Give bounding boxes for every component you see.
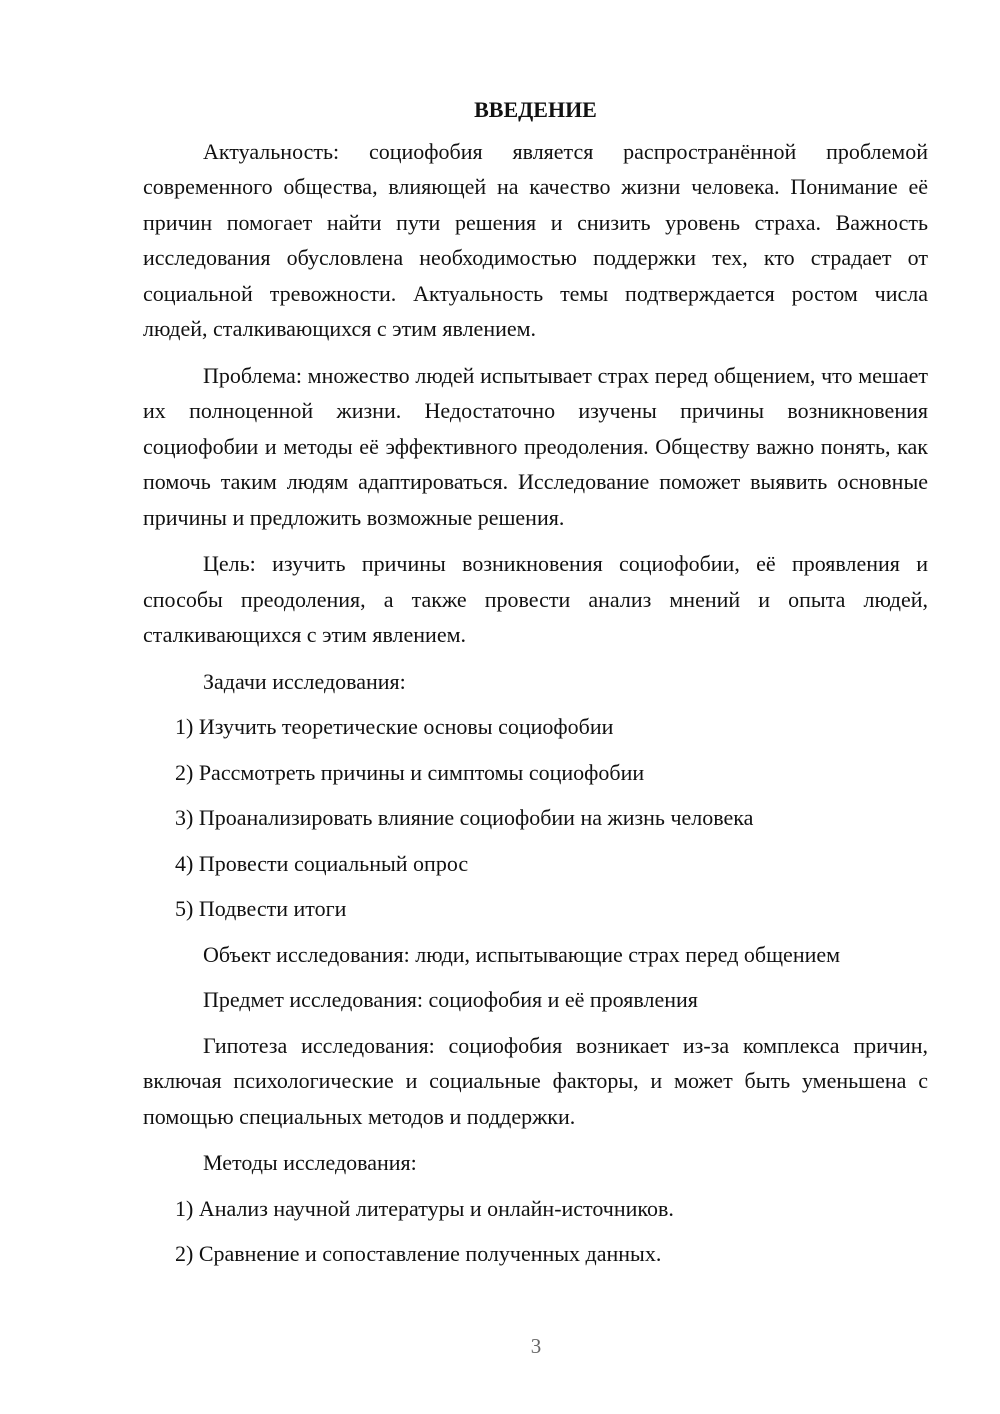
list-item: 2) Сравнение и сопоставление полученных данных. <box>175 1241 662 1266</box>
list-item: 1) Анализ научной литературы и онлайн-источников. <box>175 1195 674 1221</box>
object-line: Объект исследования: люди, испытывающие страх перед общением <box>203 941 841 967</box>
list-item: 1) Изучить теоретические основы социофобии <box>175 714 614 739</box>
problem-paragraph: Проблема: множество людей испытывает страх перед общением, что мешает их полноценной жизни. Недостаточно изучены причины возникновения социофобии и методы её эффективного преодоления. Обществу важно понять, как помочь таким людям адаптироваться. Исследование поможет выявить основные причины и предложить возможные решения. <box>143 362 928 530</box>
list-item: 3) Проанализировать влияние социофобии на жизнь человека <box>175 805 754 830</box>
methods-heading: Методы исследования: <box>203 1150 417 1175</box>
methods-list <box>143 1191 928 1272</box>
subject-line: Предмет исследования: социофобия и её проявления <box>203 987 698 1012</box>
page-number: 3 <box>530 1334 542 1358</box>
relevance-paragraph: Актуальность: социофобия является распространённой проблемой современного общества, влияющей на качество жизни человека. Понимание её причин помогает найти пути решения и снизить уровень страха. Важность исследования обусловлена необходимостью поддержки тех, кто страдает от социальной тревожности. Актуальность темы подтверждается ростом числа людей, сталкивающихся с этим явлением. <box>143 138 928 341</box>
list-item: 4) Провести социальный опрос <box>175 850 469 876</box>
list-item: 5) Подвести итоги <box>175 896 347 921</box>
list-item: 2) Рассмотреть причины и симптомы социофобии <box>175 759 645 785</box>
page-content <box>143 92 928 1282</box>
section-title: ВВЕДЕНИЕ <box>474 97 597 122</box>
goal-paragraph: Цель: изучить причины возникновения социофобии, её проявления и способы преодоления, а также провести анализ мнений и опыта людей, сталкивающихся с этим явлением. <box>143 551 928 647</box>
hypothesis-paragraph: Гипотеза исследования: социофобия возникает из-за комплекса причин, включая психологические и социальные факторы, и может быть уменьшена с помощью специальных методов и поддержки. <box>143 1032 928 1129</box>
tasks-list <box>143 709 928 927</box>
tasks-heading: Задачи исследования: <box>203 668 406 694</box>
